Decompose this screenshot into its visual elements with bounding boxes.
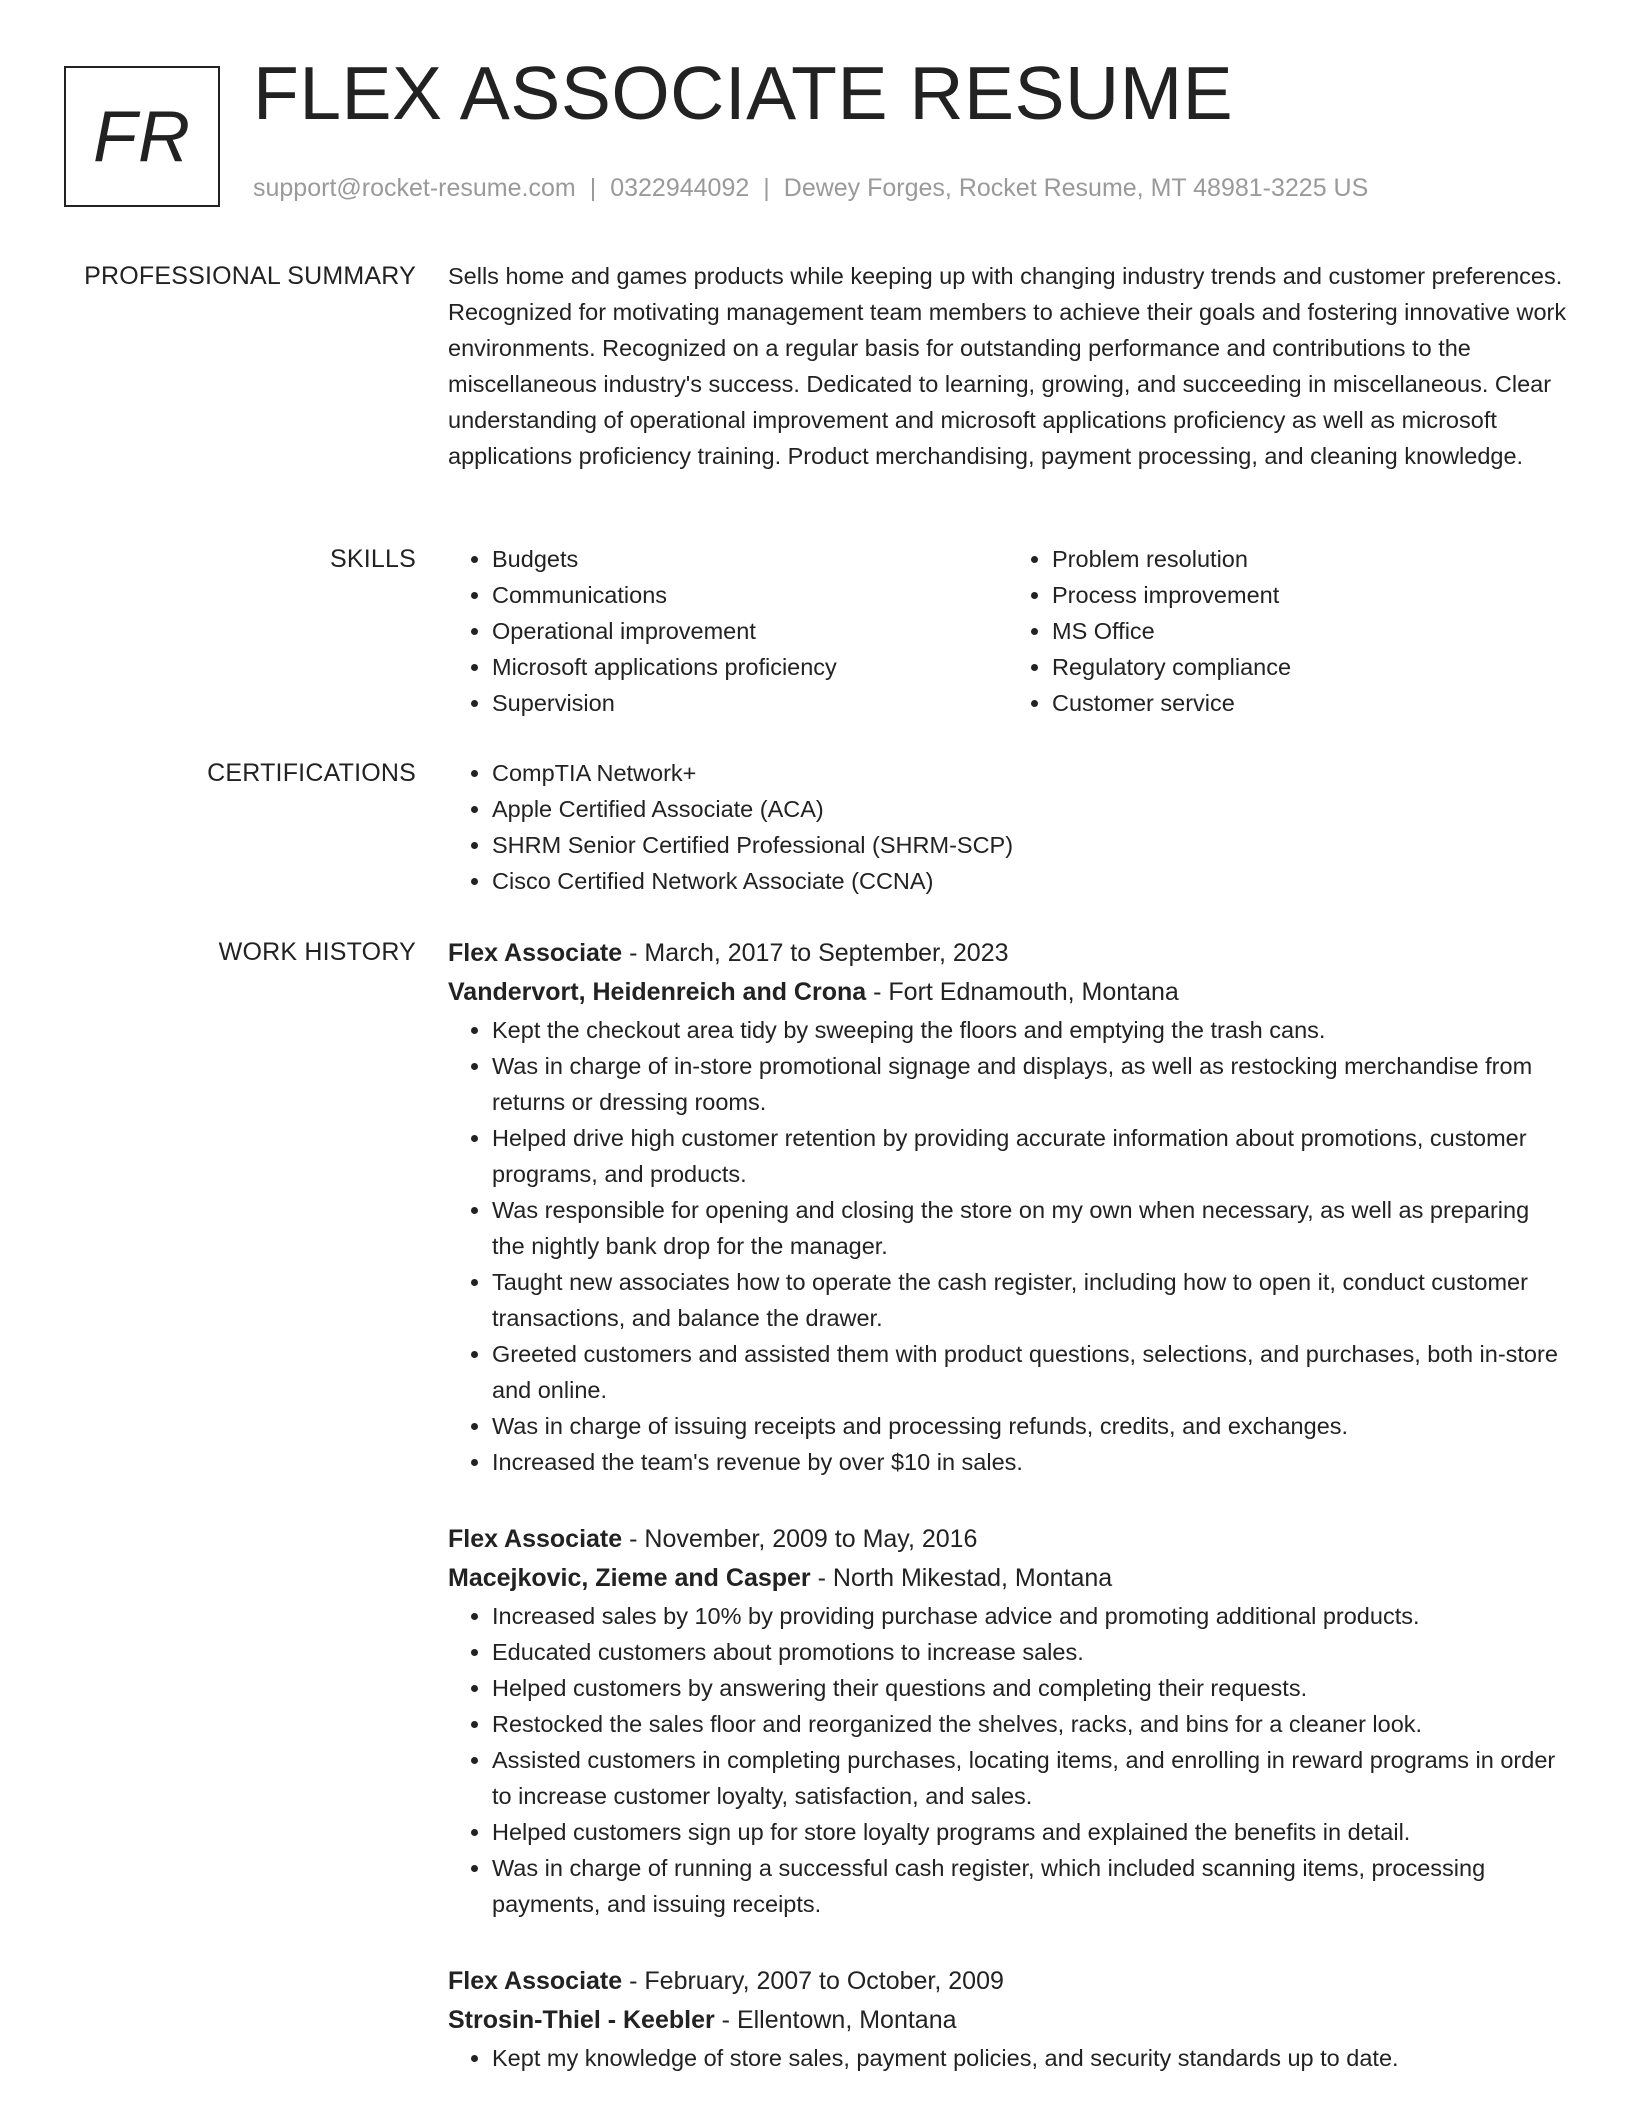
job-bullets (448, 2040, 1568, 2076)
skill-item: • Budgets (492, 541, 1008, 577)
job-title-line: Flex Associate - February, 2007 to October, 2009 (448, 1967, 1004, 1995)
contact-separator: | (589, 174, 597, 202)
job-bullet: • Was responsible for opening and closing the store on my own when necessary, as well as preparing the nightly bank drop for the manager. (492, 1192, 1568, 1264)
job-bullet: • Restocked the sales floor and reorganized the shelves, racks, and bins for a cleaner look. (492, 1706, 1568, 1742)
job-company-line: Strosin-Thiel - Keebler - Ellentown, Montana (448, 2006, 957, 2034)
job-bullet: • Helped customers sign up for store loyalty programs and explained the benefits in detail. (492, 1814, 1568, 1850)
job-dates: February, 2007 to October, 2009 (644, 1967, 1004, 1995)
job-title-line: Flex Associate - November, 2009 to May, 2016 (448, 1525, 978, 1553)
job-bullet: • Helped customers by answering their questions and completing their requests. (492, 1670, 1568, 1706)
skill-item: • Process improvement (1052, 577, 1568, 613)
job-company: Vandervort, Heidenreich and Crona (448, 978, 867, 1006)
certifications-heading: CERTIFICATIONS (207, 759, 416, 787)
work-history-body (448, 934, 1568, 2116)
skill-item: • Problem resolution (1052, 541, 1568, 577)
certification-item: • Cisco Certified Network Associate (CCNA) (492, 863, 1568, 899)
skills-list-left (448, 541, 1008, 721)
job-company: Macejkovic, Zieme and Casper (448, 1564, 811, 1592)
job-bullet: • Greeted customers and assisted them with product questions, selections, and purchases, both in-store and online. (492, 1336, 1568, 1408)
certification-item: • Apple Certified Associate (ACA) (492, 791, 1568, 827)
skills-grid (448, 541, 1568, 721)
job-entry (448, 934, 1568, 1480)
skill-item: • Supervision (492, 685, 1008, 721)
job-location: Fort Ednamouth, Montana (888, 978, 1179, 1006)
job-dates: November, 2009 to May, 2016 (644, 1525, 978, 1553)
contact-address: Dewey Forges, Rocket Resume, MT 48981-3225 US (783, 174, 1369, 202)
contact-separator: | (763, 174, 770, 202)
skill-item: • MS Office (1052, 613, 1568, 649)
job-bullet: • Assisted customers in completing purchases, locating items, and enrolling in reward programs in order to increase customer loyalty, satisfaction, and sales. (492, 1742, 1568, 1814)
job-dates: March, 2017 to September, 2023 (644, 939, 1009, 967)
job-company-line: Vandervort, Heidenreich and Crona - Fort Ednamouth, Montana (448, 978, 1179, 1006)
job-bullet: • Was in charge of issuing receipts and processing refunds, credits, and exchanges. (492, 1408, 1568, 1444)
job-bullet: • Was in charge of running a successful cash register, which included scanning items, processing payments, and issuing receipts. (492, 1850, 1568, 1922)
job-company: Strosin-Thiel - Keebler (448, 2006, 715, 2034)
job-bullets (448, 1598, 1568, 1922)
job-bullet: • Increased sales by 10% by providing purchase advice and promoting additional products. (492, 1598, 1568, 1634)
certifications-body (448, 755, 1568, 899)
job-bullet: • Taught new associates how to operate the cash register, including how to open it, conduct customer transactions, and balance the drawer. (492, 1264, 1568, 1336)
contact-email[interactable]: support@rocket-resume.com (253, 174, 576, 202)
job-entry (448, 1962, 1568, 2076)
certification-item: • CompTIA Network+ (492, 755, 1568, 791)
job-entry (448, 1520, 1568, 1922)
job-title: Flex Associate (448, 939, 623, 967)
job-bullet: • Kept my knowledge of store sales, payment policies, and security standards up to date. (492, 2040, 1568, 2076)
summary-text: Sells home and games products while keeping up with changing industry trends and customer preferences. Recognized for motivating management team members to achieve their goals and fostering innovative work environments. Recognized on a regular basis for outstanding performance and contributions to the miscellaneous industry's success. Dedicated to learning, growing, and succeeding in miscellaneous. Clear understanding of operational improvement and microsoft applications proficiency as well as microsoft applications proficiency training. Product merchandising, payment processing, and cleaning knowledge. (448, 263, 1567, 469)
skill-item: • Customer service (1052, 685, 1568, 721)
job-bullets (448, 1012, 1568, 1480)
job-location: Ellentown, Montana (736, 2006, 957, 2034)
summary-body (448, 258, 1568, 474)
job-location: North Mikestad, Montana (832, 1564, 1113, 1592)
job-bullet: • Helped drive high customer retention by providing accurate information about promotions, customer programs, and products. (492, 1120, 1568, 1192)
certifications-list (448, 755, 1568, 899)
skill-item: • Communications (492, 577, 1008, 613)
contact-line (253, 176, 1368, 201)
job-title-line: Flex Associate - March, 2017 to September, 2023 (448, 939, 1009, 967)
work-history-heading: WORK HISTORY (218, 938, 416, 966)
skill-item: • Operational improvement (492, 613, 1008, 649)
skills-list-right (1008, 541, 1568, 721)
job-bullet: • Was in charge of in-store promotional signage and displays, as well as restocking merchandise from returns or dressing rooms. (492, 1048, 1568, 1120)
job-title: Flex Associate (448, 1525, 623, 1553)
summary-heading: PROFESSIONAL SUMMARY (84, 262, 416, 290)
monogram-logo: FR (64, 66, 220, 207)
job-bullet: • Increased the team's revenue by over $10 in sales. (492, 1444, 1568, 1480)
job-company-line: Macejkovic, Zieme and Casper - North Mikestad, Montana (448, 1564, 1113, 1592)
certification-item: • SHRM Senior Certified Professional (SHRM-SCP) (492, 827, 1568, 863)
skill-item: • Microsoft applications proficiency (492, 649, 1008, 685)
job-bullet: • Kept the checkout area tidy by sweeping the floors and emptying the trash cans. (492, 1012, 1568, 1048)
skills-heading: SKILLS (330, 545, 416, 573)
contact-phone[interactable]: 0322944092 (610, 174, 750, 202)
job-title: Flex Associate (448, 1967, 623, 1995)
skill-item: • Regulatory compliance (1052, 649, 1568, 685)
resume-title: FLEX ASSOCIATE RESUME (253, 51, 1234, 135)
job-bullet: • Educated customers about promotions to increase sales. (492, 1634, 1568, 1670)
